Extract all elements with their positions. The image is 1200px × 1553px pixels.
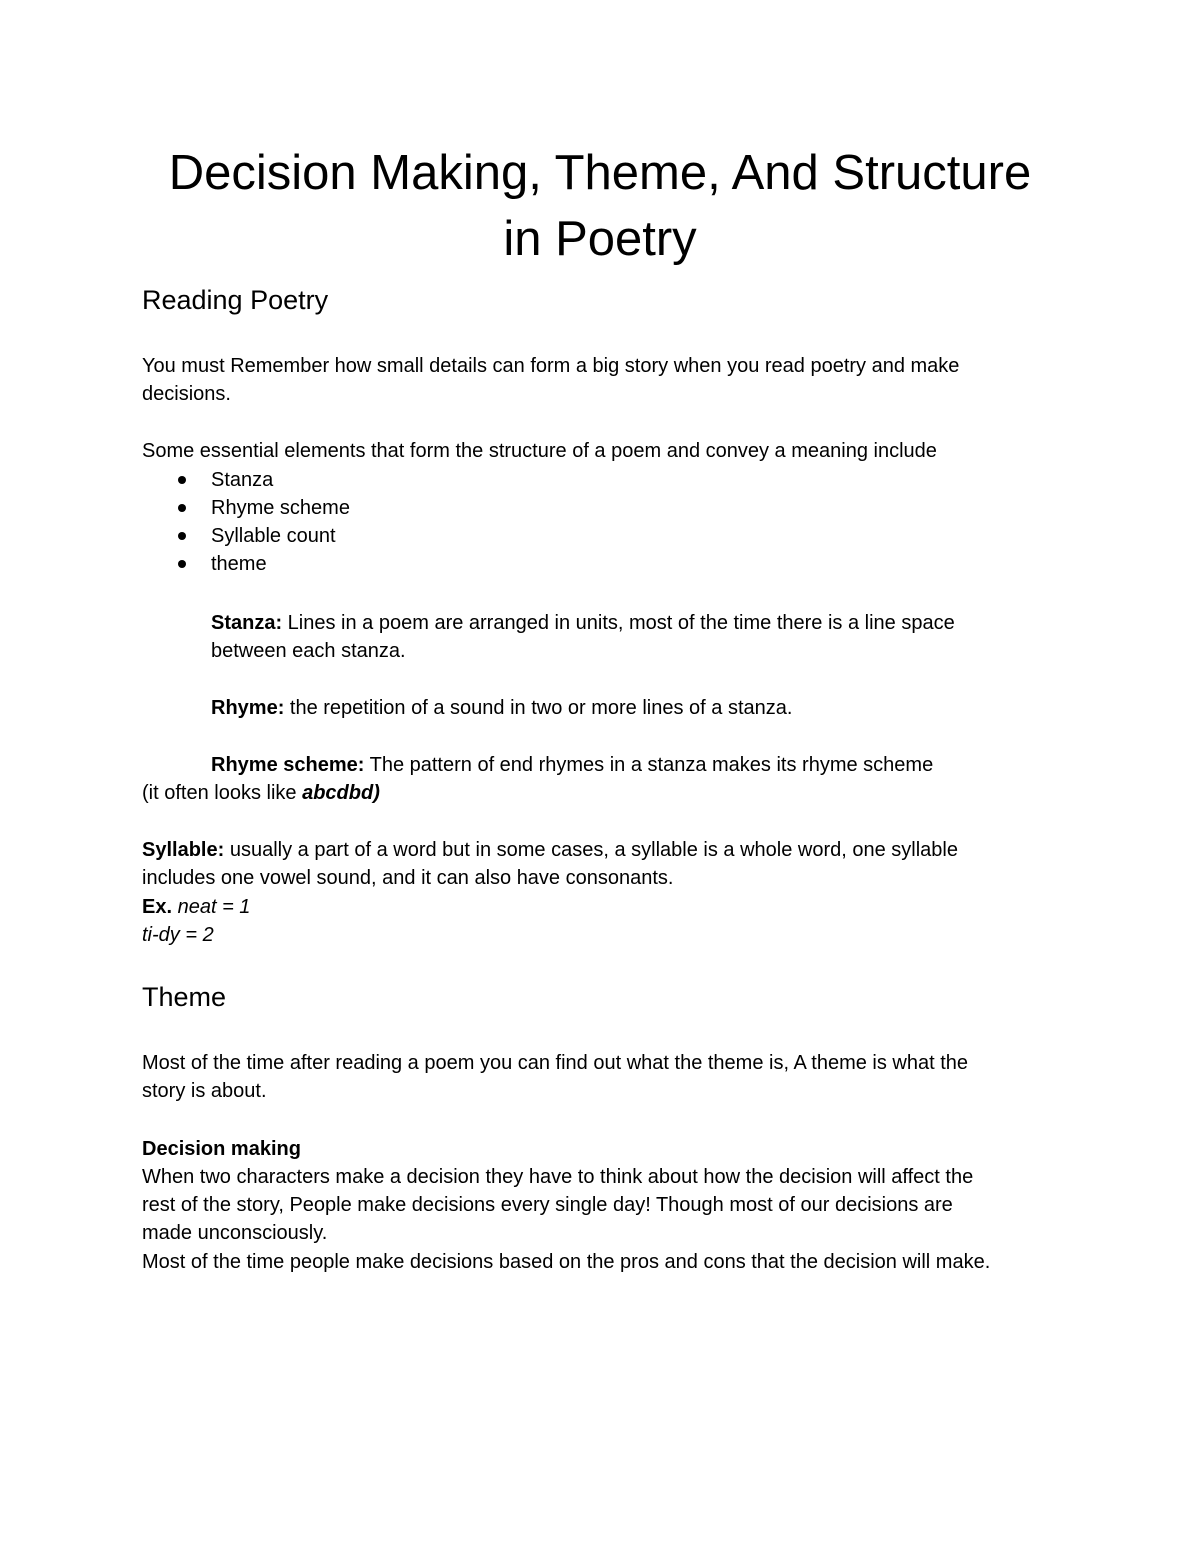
theme-heading: Theme [142,982,227,1012]
syllable-definition-line-2: includes one vowel sound, and it can also have consonants. [142,867,674,889]
bullet-icon [178,560,186,568]
example-neat: neat = 1 [172,896,251,918]
bullet-item-rhyme-scheme: Rhyme scheme [211,497,350,519]
example-tidy: ti-dy = 2 [142,924,214,946]
bullet-item-theme: theme [211,553,267,575]
rhyme-scheme-definition [211,751,933,779]
decision-paragraph-line-1: When two characters make a decision they have to think about how the decision will affect the [142,1166,974,1188]
stanza-definition-text: Lines in a poem are arranged in units, most of the time there is a line space [282,612,955,634]
syllable-example-2 [142,921,214,949]
stanza-term: Stanza: [211,612,283,634]
example-label: Ex. [142,896,173,918]
theme-paragraph-line-1: Most of the time after reading a poem you can find out what the theme is, A theme is what the [142,1052,969,1074]
rhyme-scheme-term: Rhyme scheme: [211,754,365,776]
syllable-example-1 [142,893,250,921]
bullet-icon [178,532,186,540]
elements-paragraph: Some essential elements that form the structure of a poem and convey a meaning include [142,440,937,462]
bullet-icon [178,476,186,484]
decision-paragraph-line-4: Most of the time people make decisions based on the pros and cons that the decision will make. [142,1251,991,1273]
decision-making-heading-text: Decision making [142,1138,301,1160]
syllable-term: Syllable: [142,839,225,861]
theme-paragraph-line-2: story is about. [142,1080,267,1102]
rhyme-scheme-example-prefix: (it often looks like [142,782,303,804]
bullet-item-syllable-count: Syllable count [211,525,336,547]
rhyme-definition-text: the repetition of a sound in two or more lines of a stanza. [284,697,793,719]
title-line-1: Decision Making, Theme, And Structure [168,146,1032,200]
rhyme-scheme-definition-text: The pattern of end rhymes in a stanza makes its rhyme scheme [364,754,934,776]
intro-paragraph-line-2: decisions. [142,383,231,405]
rhyme-definition [211,694,792,722]
decision-paragraph-line-3: made unconsciously. [142,1222,328,1244]
rhyme-term: Rhyme: [211,697,285,719]
rhyme-scheme-example-value: abcdbd) [302,782,380,804]
syllable-definition-line-1 [142,836,958,864]
bullet-item-stanza: Stanza [211,469,274,491]
title-line-2: in Poetry [503,212,697,266]
document-title [100,140,1100,272]
bullet-icon [178,504,186,512]
decision-paragraph-line-2: rest of the story, People make decisions every single day! Though most of our decisions are [142,1194,953,1216]
stanza-definition-line-1 [211,609,955,637]
intro-paragraph-line-1: You must Remember how small details can form a big story when you read poetry and make [142,355,960,377]
stanza-definition-line-2: between each stanza. [211,640,406,662]
rhyme-scheme-example [142,779,380,807]
reading-poetry-heading: Reading Poetry [142,285,329,315]
syllable-definition-text: usually a part of a word but in some cases, a syllable is a whole word, one syllable [224,839,958,861]
decision-making-heading [142,1135,301,1163]
